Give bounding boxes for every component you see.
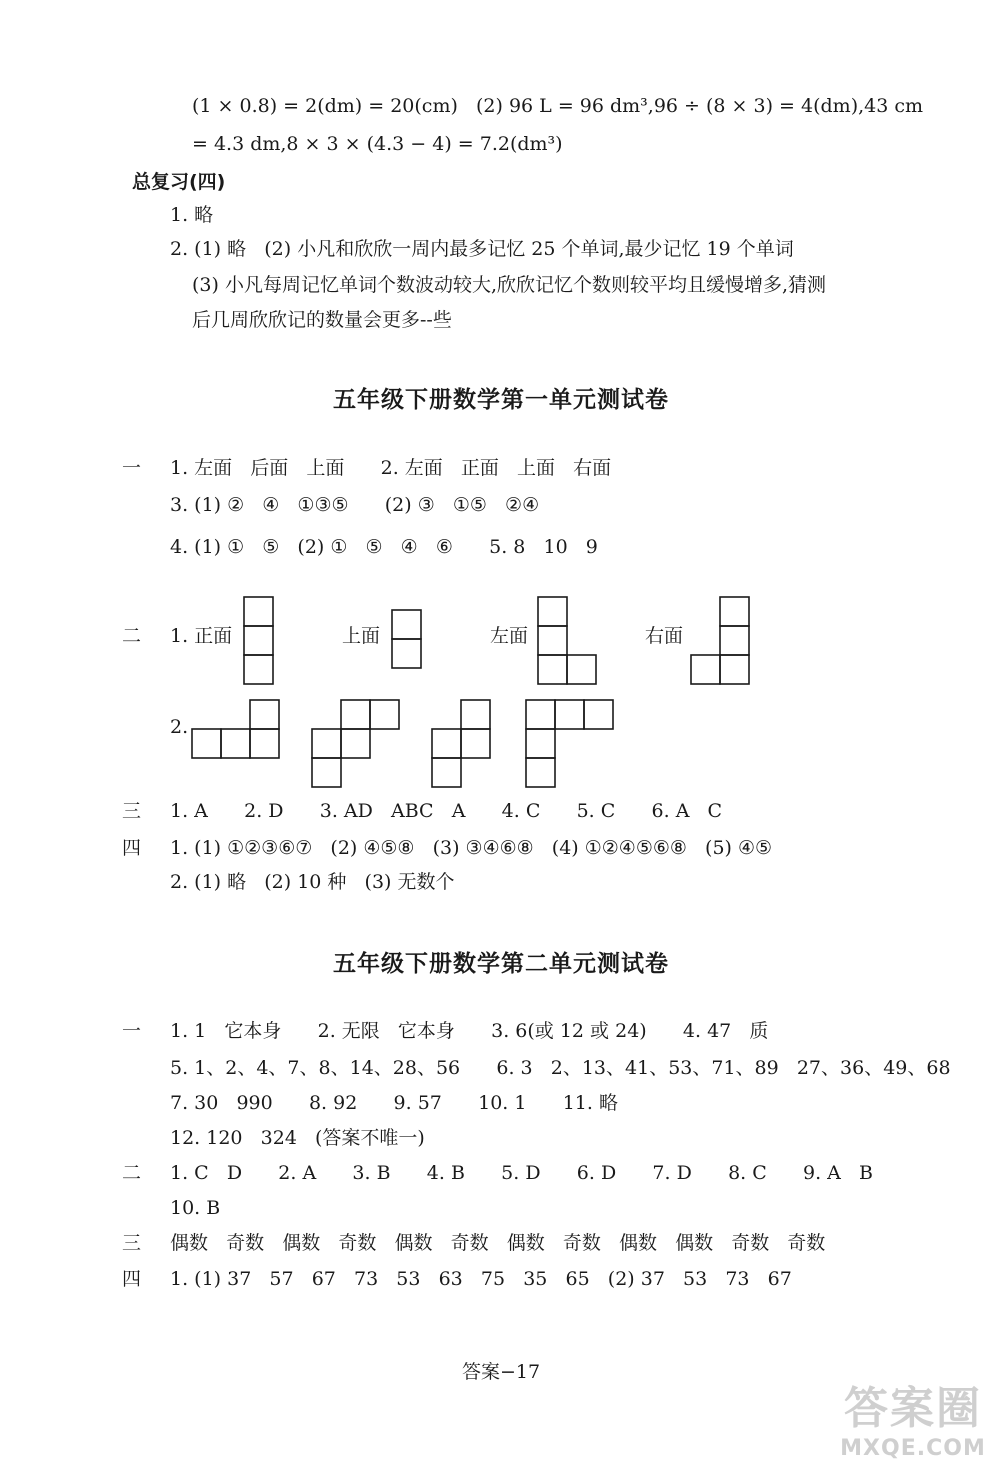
grid-cell [691,655,720,684]
grid-cell [244,597,273,626]
unit1-s4-line-2: 2. (1) 略 (2) 10 种 (3) 无数个 [170,871,455,893]
grid-cell [312,758,341,787]
unit2-s1-line-3: 7. 30 990 8. 92 9. 57 10. 1 11. 略 [170,1092,618,1114]
review-item-2: 2. (1) 略 (2) 小凡和欣欣一周内最多记忆 25 个单词,最少记忆 19 个单词 [170,238,794,260]
page-number: 答案−17 [462,1361,541,1383]
unit1-s2-line-2: 2. [170,716,189,738]
shape-a-grid [192,700,280,760]
unit2-s1-line-2: 5. 1、2、4、7、8、14、28、56 6. 3 2、13、41、53、71、89 27、36、49、68 [170,1057,951,1079]
review-item-3a: (3) 小凡每周记忆单词个数波动较大,欣欣记忆个数则较平均且缓慢增多,猜测 [192,274,827,296]
grid-cell [432,729,461,758]
grid-cell [567,655,596,684]
unit1-s1-line-2: 3. (1) ② ④ ①③⑤ (2) ③ ①⑤ ②④ [170,494,540,516]
top-view-grid [392,610,422,670]
grid-cell [370,700,399,729]
grid-cell [538,597,567,626]
grid-cell [192,729,221,758]
unit1-section-marker-3: 三 [122,800,142,822]
left-view-label: 左面 [490,625,529,647]
grid-cell [720,626,749,655]
review-item-3b: 后几周欣欣记的数量会更多--些 [192,309,452,331]
grid-cell [244,655,273,684]
top-line-2: = 4.3 dm,8 × 3 × (4.3 − 4) = 7.2(dm³) [192,133,563,155]
unit1-s4-line-1: 1. (1) ①②③⑥⑦ (2) ④⑤⑧ (3) ③④⑥⑧ (4) ①②④⑤⑥⑧ (5) ④⑤ [170,837,773,859]
unit2-section-marker-1: 一 [122,1020,142,1042]
unit1-section-marker-4: 四 [122,837,142,859]
top-view-label: 上面 [342,625,381,647]
grid-cell [555,700,584,729]
unit1-s1-line-1: 1. 左面 后面 上面 2. 左面 正面 上面 右面 [170,457,612,479]
grid-cell [720,655,749,684]
grid-cell [538,655,567,684]
unit1-s3-line-1: 1. A 2. D 3. AD ABC A 4. C 5. C 6. A C [170,800,723,822]
grid-cell [392,610,421,639]
unit2-s2-line-2: 10. B [170,1197,221,1219]
front-view-grid [244,597,274,687]
grid-cell [461,729,490,758]
grid-cell [720,597,749,626]
unit2-section-marker-4: 四 [122,1268,142,1290]
grid-cell [244,626,273,655]
grid-cell [392,639,421,668]
review-heading: 总复习(四) [132,171,226,193]
unit1-section-marker-1: 一 [122,457,142,479]
shape-b-grid [312,700,400,790]
grid-cell [526,758,555,787]
grid-cell [312,729,341,758]
top-line-1: (1 × 0.8) = 2(dm) = 20(cm) (2) 96 L = 96 dm³,96 ÷ (8 × 3) = 4(dm),43 cm [192,95,924,117]
watermark-logo: 答案圈 [844,1383,982,1434]
unit2-title: 五年级下册数学第二单元测试卷 [333,951,669,977]
unit2-s2-line-1: 1. C D 2. A 3. B 4. B 5. D 6. D 7. D 8. C 9. A B [170,1162,873,1184]
unit1-section-marker-2: 二 [122,625,142,647]
grid-cell [432,758,461,787]
shape-d-grid [526,700,614,790]
unit1-s2-line-1: 1. 正面 [170,625,233,647]
unit1-title: 五年级下册数学第一单元测试卷 [333,387,669,413]
watermark-url: MXQE.COM [840,1436,986,1461]
grid-cell [250,700,279,729]
grid-cell [250,729,279,758]
grid-cell [526,729,555,758]
left-view-grid [538,597,598,687]
review-item-1: 1. 略 [170,204,214,226]
grid-cell [584,700,613,729]
shape-c-grid [432,700,492,790]
watermark [838,1372,988,1461]
grid-cell [341,700,370,729]
unit2-s3-line-1: 偶数 奇数 偶数 奇数 偶数 奇数 偶数 奇数 偶数 偶数 奇数 奇数 [170,1232,826,1254]
unit2-s1-line-1: 1. 1 它本身 2. 无限 它本身 3. 6(或 12 或 24) 4. 47 质 [170,1020,769,1042]
grid-cell [526,700,555,729]
unit2-s1-line-4: 12. 120 324 (答案不唯一) [170,1127,425,1149]
unit2-section-marker-2: 二 [122,1162,142,1184]
grid-cell [538,626,567,655]
grid-cell [341,729,370,758]
right-view-label: 右面 [645,625,684,647]
unit2-s4-line-1: 1. (1) 37 57 67 73 53 63 75 35 65 (2) 37 53 73 67 [170,1268,792,1290]
grid-cell [461,700,490,729]
unit2-section-marker-3: 三 [122,1232,142,1254]
right-view-grid [691,597,751,687]
grid-cell [221,729,250,758]
unit1-s1-line-3: 4. (1) ① ⑤ (2) ① ⑤ ④ ⑥ 5. 8 10 9 [170,536,598,558]
